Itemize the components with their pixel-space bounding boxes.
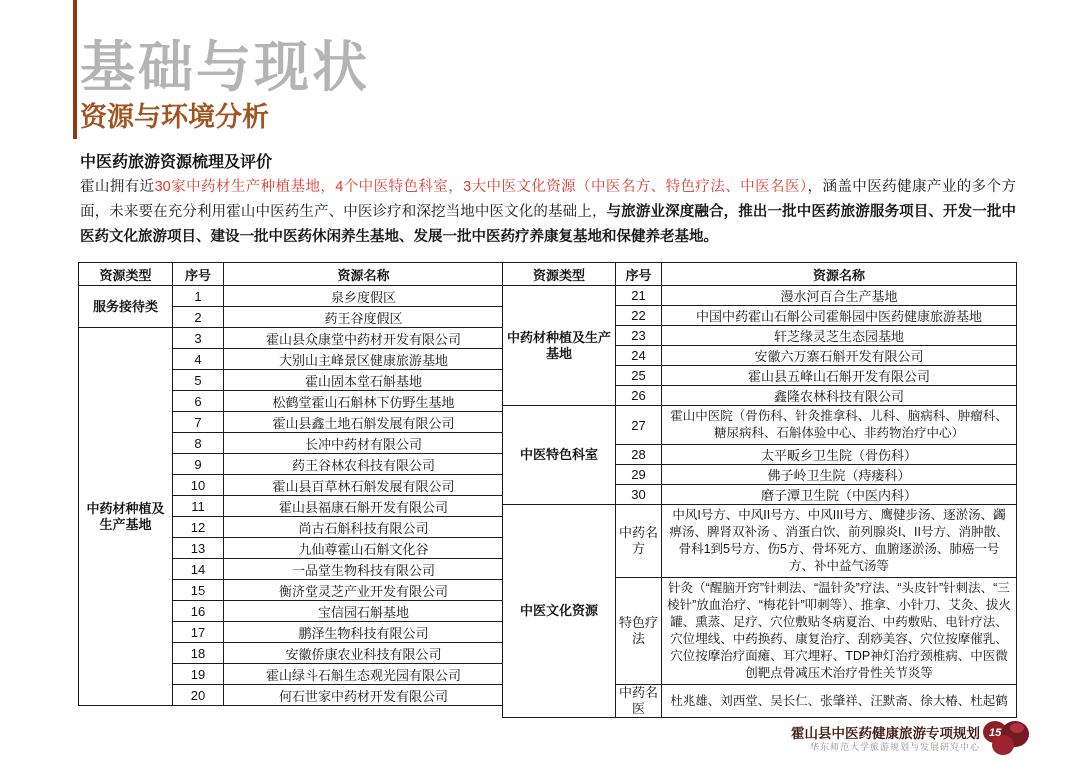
table-row: [503, 406, 1017, 445]
header-resource-type: 资源类型: [503, 263, 616, 286]
resource-name-cell: 尚古石斛科技有限公司: [224, 517, 504, 538]
table-header-row: [79, 263, 504, 286]
header-resource-type: 资源类型: [79, 263, 173, 286]
resource-no-cell: 15: [173, 580, 224, 601]
resource-category-cell: 中药材种植及生产基地: [503, 286, 616, 406]
resource-no-cell: 24: [616, 346, 662, 366]
resource-name-cell: 霍山绿斗石斛生态观光园有限公司: [224, 664, 504, 685]
resource-name-cell: 安徽六万寨石斛开发有限公司: [662, 346, 1017, 366]
resource-no-cell: 17: [173, 622, 224, 643]
header-resource-name: 资源名称: [224, 263, 504, 286]
resource-name-cell: 轩芝缘灵芝生态园基地: [662, 326, 1017, 346]
footer-subtitle: 华东师范大学旅游规划与发展研究中心: [809, 742, 980, 752]
resource-name-cell: 霍山县鑫土地石斛发展有限公司: [224, 412, 504, 433]
resource-no-cell: 18: [173, 643, 224, 664]
resource-no-cell: 28: [616, 445, 662, 465]
resource-name-cell: 安徽侨康农业科技有限公司: [224, 643, 504, 664]
resource-category-cell: 中医文化资源: [503, 505, 616, 718]
resource-name-cell: 霍山县百草林石斛发展有限公司: [224, 475, 504, 496]
resource-no-cell: 9: [173, 454, 224, 475]
resource-name-cell: 鹏泽生物科技有限公司: [224, 622, 504, 643]
page-subtitle: 资源与环境分析: [80, 102, 269, 132]
resource-name-cell: 霍山中医院（骨伤科、针灸推拿科、儿科、脑病科、肿瘤科、糖尿病科、石斛体验中心、非药物治疗中心）: [662, 406, 1017, 445]
table-row: [79, 286, 504, 307]
resource-table-right: [502, 262, 1017, 718]
resource-name-cell: 中国中药霍山石斛公司霍斛园中医药健康旅游基地: [662, 306, 1017, 326]
resource-name-cell: 漫水河百合生产基地: [662, 286, 1017, 306]
resource-no-cell: 1: [173, 286, 224, 307]
resource-name-cell: 佛子岭卫生院（痔瘘科）: [662, 465, 1017, 485]
resource-name-cell: 霍山县福康石斛开发有限公司: [224, 496, 504, 517]
resource-name-cell: 中风I号方、中风II号方、中风III号方、鹰健步汤、逐淤汤、蠲痹汤、脾肾双补汤 、消蛋白饮、前列腺炎I、II号方、消肿散、骨科1到5号方、伤5方、骨坏死方、血腑逐淤汤、肺癌一号方、补中益气汤等: [662, 505, 1017, 578]
resource-name-cell: 太平畈乡卫生院（骨伤科）: [662, 445, 1017, 465]
resource-no-cell: 29: [616, 465, 662, 485]
resource-no-cell: 16: [173, 601, 224, 622]
resource-name-cell: 药王谷林农科技有限公司: [224, 454, 504, 475]
resource-name-cell: 松鹤堂霍山石斛林下仿野生基地: [224, 391, 504, 412]
resource-no-cell: 2: [173, 307, 224, 328]
resource-sublabel-cell: 特色疗法: [616, 578, 662, 685]
resource-no-cell: 30: [616, 485, 662, 505]
footer-title: 霍山县中医药健康旅游专项规划: [791, 726, 980, 741]
resource-name-cell: 衡济堂灵芝产业开发有限公司: [224, 580, 504, 601]
footer-page-number: 15: [989, 727, 1002, 739]
section-heading: 中医药旅游资源梳理及评价: [80, 154, 273, 171]
resource-sublabel-cell: 中药名医: [616, 685, 662, 718]
resource-no-cell: 27: [616, 406, 662, 445]
resource-no-cell: 3: [173, 328, 224, 349]
table-header-row: [503, 263, 1017, 286]
resource-name-cell: 长冲中药材有限公司: [224, 433, 504, 454]
resource-no-cell: 11: [173, 496, 224, 517]
resource-no-cell: 10: [173, 475, 224, 496]
resource-name-cell: 磨子潭卫生院（中医内科）: [662, 485, 1017, 505]
resource-no-cell: 12: [173, 517, 224, 538]
accent-stripe: [73, 0, 77, 139]
resource-no-cell: 26: [616, 386, 662, 406]
resource-no-cell: 6: [173, 391, 224, 412]
resource-name-cell: 九仙尊霍山石斛文化谷: [224, 538, 504, 559]
resource-name-cell: 宝信园石斛基地: [224, 601, 504, 622]
resource-no-cell: 22: [616, 306, 662, 326]
resource-no-cell: 14: [173, 559, 224, 580]
intro-segment-red: 30家中药材生产种植基地，4个中医特色科室，3大中医文化资源（中医名方、特色疗法、中医名医）: [154, 179, 808, 195]
resource-sublabel-cell: 中药名方: [616, 505, 662, 578]
header-serial-no: 序号: [616, 263, 662, 286]
intro-segment-normal: ，涵盖中医药健康产业的多个方面，未来要在充分利用霍山中医药生产、中医诊疗和深挖当地中医文化的基础上，: [80, 179, 1016, 220]
page-title: 基础与现状: [80, 36, 371, 98]
resource-name-cell: 泉乡度假区: [224, 286, 504, 307]
resource-no-cell: 13: [173, 538, 224, 559]
resource-no-cell: 5: [173, 370, 224, 391]
lingzhi-logo-icon: [982, 719, 1030, 757]
resource-name-cell: 针灸（“醒脑开窍”针刺法、“温针灸”疗法、“头皮针”针刺法、“三棱针”放血治疗、“梅花针”叩刺等）、推拿、小针刀、艾灸、拔火罐、熏蒸、足疗、穴位敷贴冬病夏治、中药敷贴、电针疗法、穴位埋线、中药换药、康复治疗、刮痧美容、穴位按摩催乳、穴位按摩治疗面瘫、耳穴埋籽、TDP神灯治疗颈椎病、中医微创靶点骨减压术治疗骨性关节炎等: [662, 578, 1017, 685]
resource-name-cell: 药王谷度假区: [224, 307, 504, 328]
resource-name-cell: 一品堂生物科技有限公司: [224, 559, 504, 580]
intro-paragraph: [80, 175, 1016, 250]
footer-text-block: [791, 726, 980, 753]
header-resource-name: 资源名称: [662, 263, 1017, 286]
intro-segment-bold: 与旅游业深度融合，推出一批中医药旅游服务项目、开发一批中医药文化旅游项目、建设一批中医药休闲养生基地、发展一批中医药疗养康复基地和保健养老基地。: [80, 204, 1017, 245]
table-row: [79, 328, 504, 349]
resource-no-cell: 7: [173, 412, 224, 433]
resource-category-cell: 中药材种植及生产基地: [79, 328, 173, 706]
resource-name-cell: 霍山固本堂石斛基地: [224, 370, 504, 391]
resource-no-cell: 8: [173, 433, 224, 454]
resource-name-cell: 霍山县众康堂中药材开发有限公司: [224, 328, 504, 349]
intro-segment-normal: 霍山拥有近: [80, 179, 155, 195]
resource-category-cell: 服务接待类: [79, 286, 173, 328]
resource-no-cell: 25: [616, 366, 662, 386]
table-row: [503, 505, 1017, 578]
resource-no-cell: 21: [616, 286, 662, 306]
resource-name-cell: 杜兆雄、刘西堂、吴长仁、张肇祥、汪默斋、徐大椿、杜起鹤: [662, 685, 1017, 718]
resource-no-cell: 19: [173, 664, 224, 685]
resource-no-cell: 23: [616, 326, 662, 346]
table-row: [503, 286, 1017, 306]
resource-name-cell: 鑫隆农林科技有限公司: [662, 386, 1017, 406]
resource-name-cell: 霍山县五峰山石斛开发有限公司: [662, 366, 1017, 386]
resource-no-cell: 20: [173, 685, 224, 706]
resource-name-cell: 何石世家中药材开发有限公司: [224, 685, 504, 706]
resource-table-left: [78, 262, 504, 706]
resource-no-cell: 4: [173, 349, 224, 370]
resource-category-cell: 中医特色科室: [503, 406, 616, 505]
resource-name-cell: 大别山主峰景区健康旅游基地: [224, 349, 504, 370]
header-serial-no: 序号: [173, 263, 224, 286]
